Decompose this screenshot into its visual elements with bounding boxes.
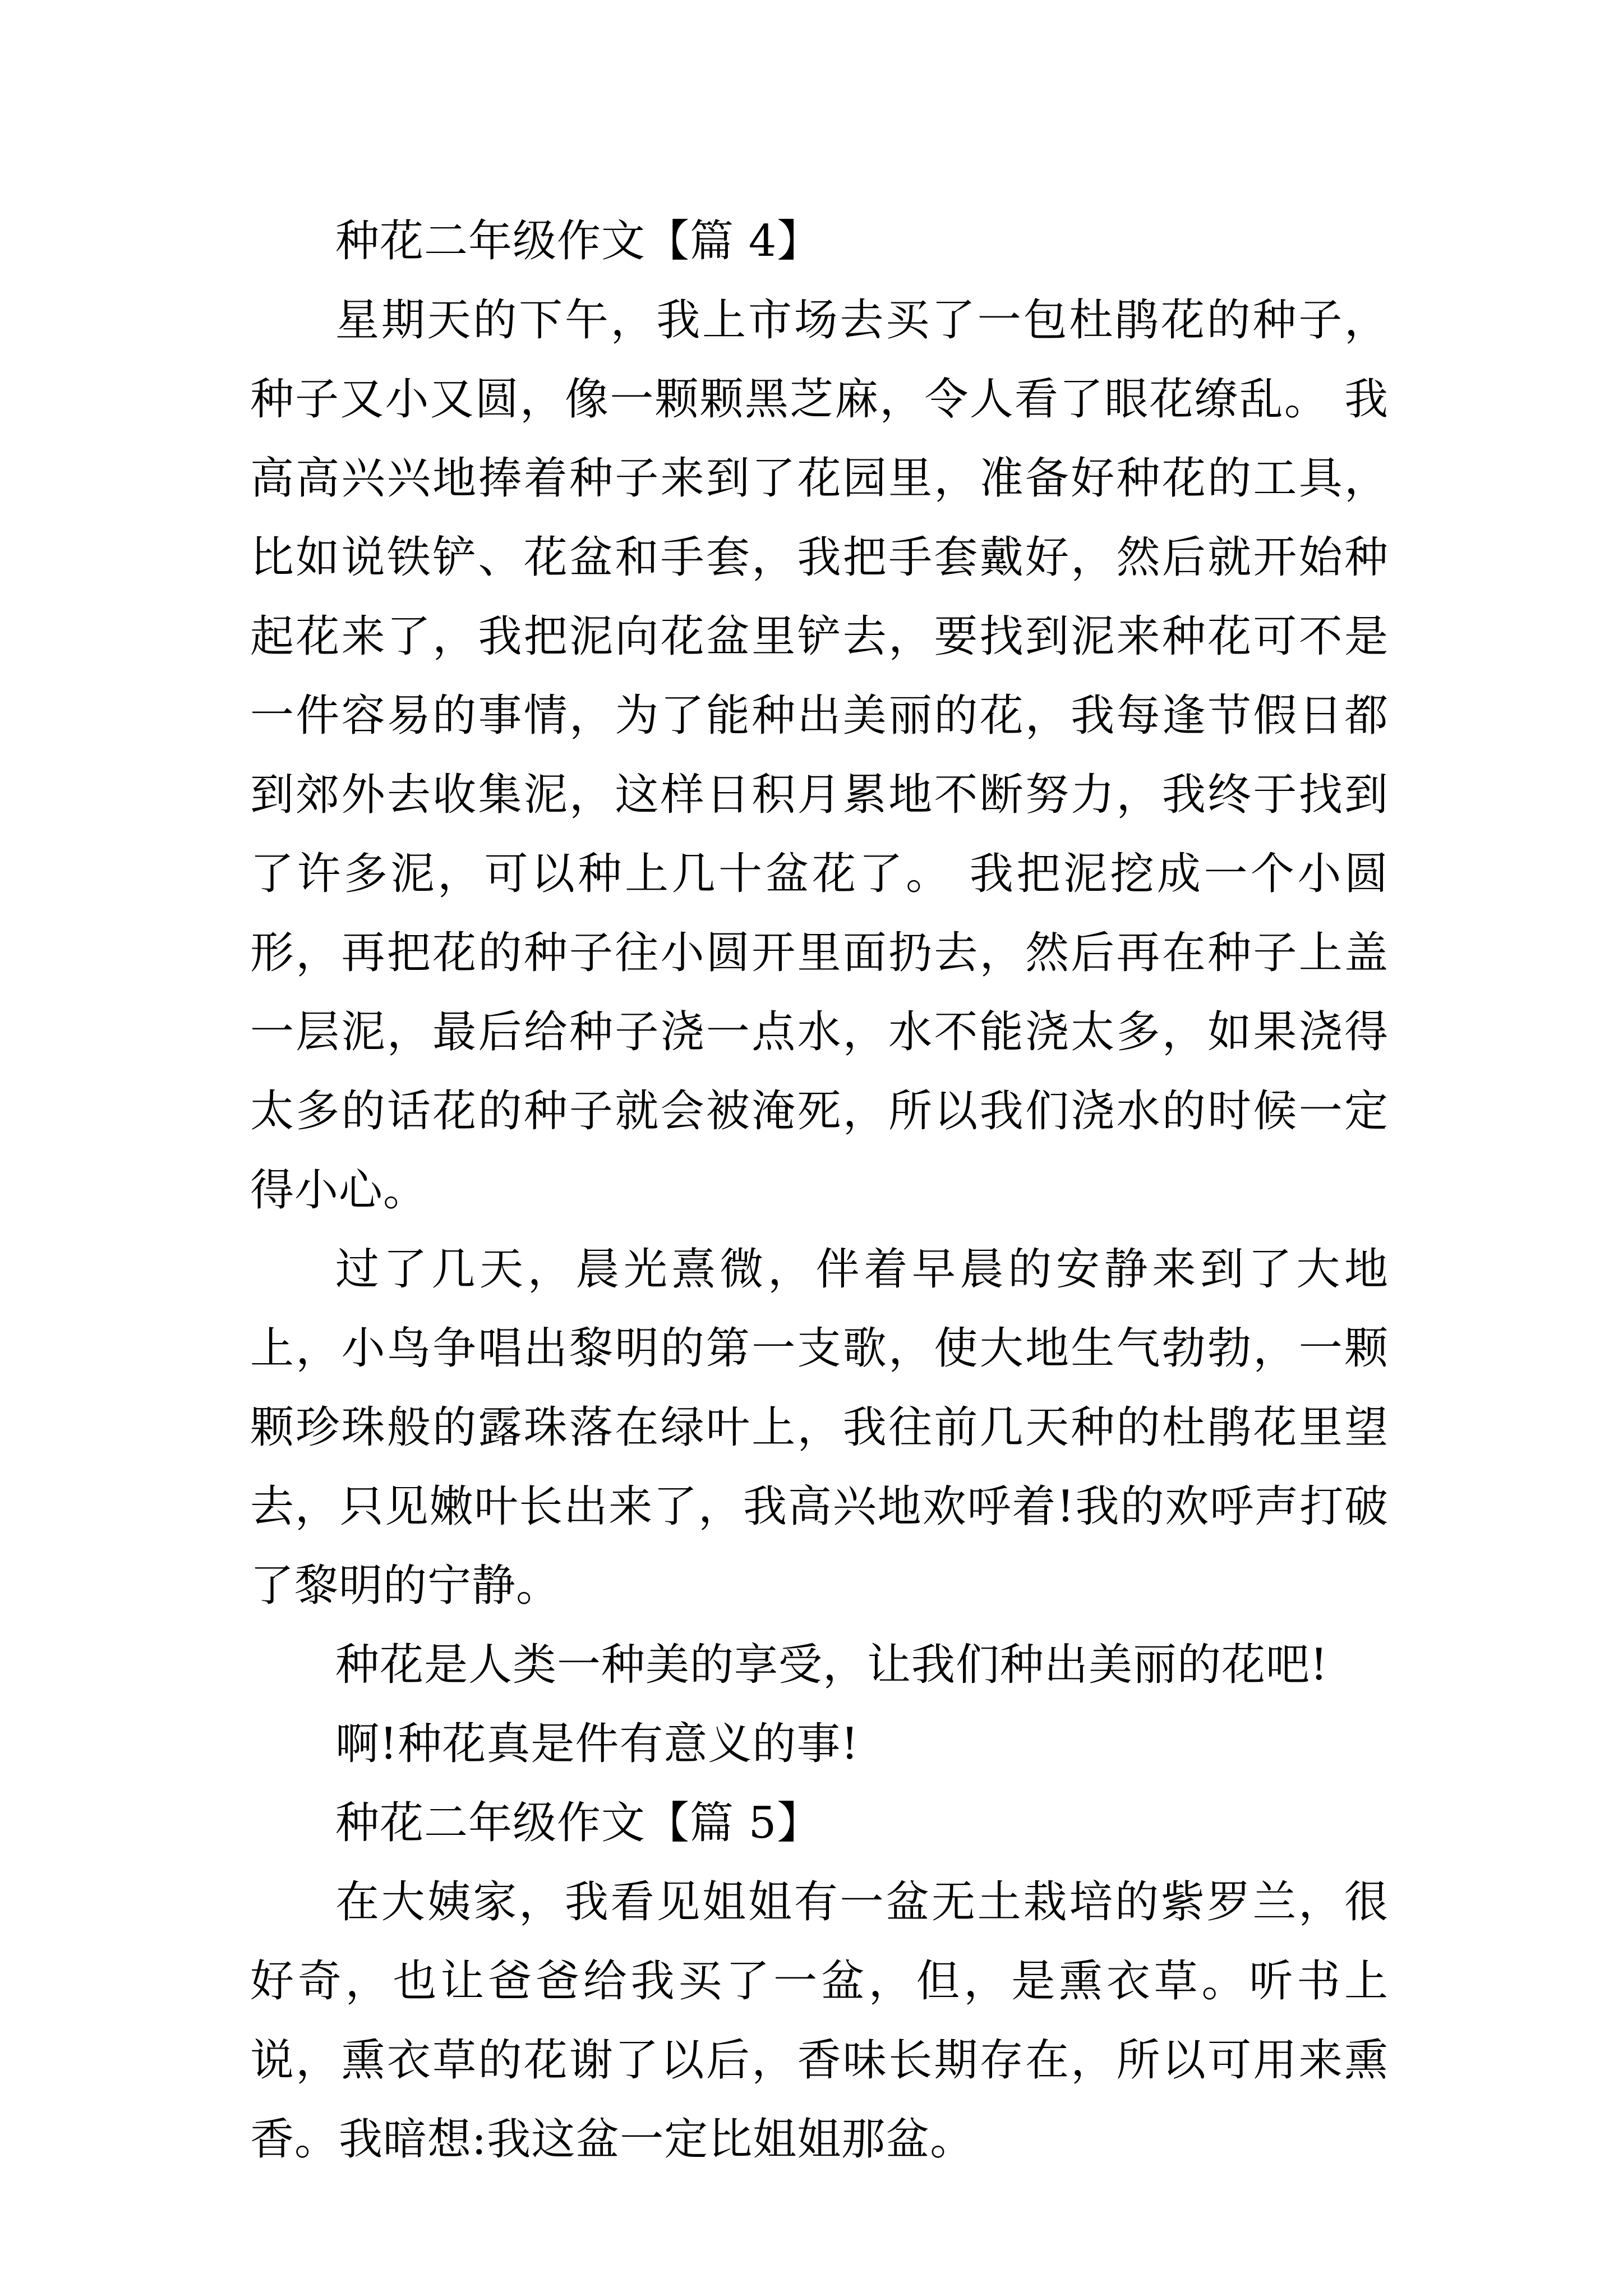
paragraph-lavender: 在大姨家，我看见姐姐有一盆无土栽培的紫罗兰，很好奇，也让爸爸给我买了一盆，但，是熏衣草。听书上说，熏衣草的花谢了以后，香味长期存在，所以可用来熏香。我暗想:我这盆一定比姐姐那盆。 [250, 1877, 1389, 2165]
document-body [250, 202, 1389, 2179]
paragraph-planting-seeds: 星期天的下午，我上市场去买了一包杜鹃花的种子，种子又小又圆，像一颗颗黑芝麻，令人看了眼花缭乱。 我高高兴兴地捧着种子来到了花园里，准备好种花的工具，比如说铁铲、花盆和手套，我把手套戴好，然后就开始种起花来了，我把泥向花盆里铲去，要找到泥来种花可不是一件容易的事情，为了能种出美丽的花，我每逢节假日都到郊外去收集泥，这样日积月累地不断努力，我终于找到了许多泥，可以种上几十盆花了。 我把泥挖成一个小圆形，再把花的种子往小圆开里面扔去，然后再在种子上盖一层泥，最后给种子浇一点水，水不能浇太多，如果浇得太多的话花的种子就会被淹死，所以我们浇水的时候一定得小心。 [250, 295, 1389, 1216]
section-heading-5: 种花二年级作文【篇 5】 [335, 1798, 822, 1848]
section-heading-4: 种花二年级作文【篇 4】 [335, 216, 822, 266]
paragraph-enjoyment: 种花是人类一种美的享受，让我们种出美丽的花吧! [335, 1640, 1329, 1690]
paragraph-meaningful: 啊!种花真是件有意义的事! [335, 1719, 859, 1769]
paragraph-few-days-later: 过了几天，晨光熹微，伴着早晨的安静来到了大地上，小鸟争唱出黎明的第一支歌，使大地生气勃勃，一颗颗珍珠般的露珠落在绿叶上，我往前几天种的杜鹃花里望去，只见嫩叶长出来了，我高兴地欢呼着!我的欢呼声打破了黎明的宁静。 [250, 1244, 1389, 1611]
